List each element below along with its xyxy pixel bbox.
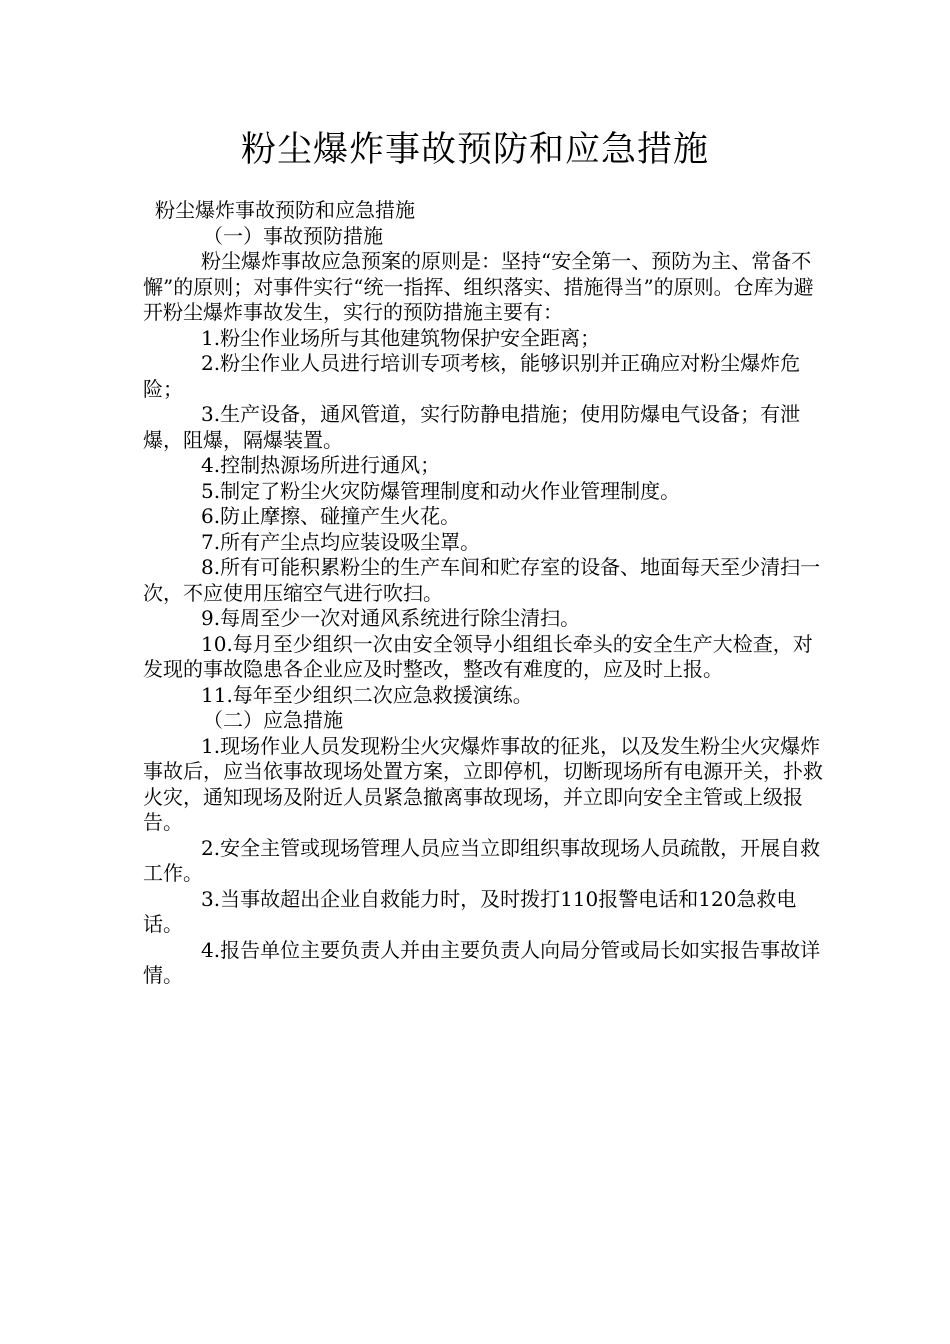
document-subtitle: 粉尘爆炸事故预防和应急措施	[155, 198, 415, 222]
prevention-item: 9.每周至少一次对通风系统进行除尘清扫。	[201, 606, 581, 630]
prevention-item: 3.生产设备，通风管道，实行防静电措施；使用防爆电气设备；有泄爆，阻爆，隔爆装置。	[143, 402, 801, 452]
emergency-item: 2.安全主管或现场管理人员应当立即组织事故现场人员疏散，开展自救工作。	[143, 835, 821, 885]
prevention-item: 6.防止摩擦、碰撞产生火花。	[201, 504, 461, 528]
emergency-item: 4.报告单位主要负责人并由主要负责人向局分管或局长如实报告事故详情。	[143, 937, 821, 987]
emergency-item: 3.当事故超出企业自救能力时，及时拨打110报警电话和120急救电话。	[143, 886, 797, 936]
prevention-item: 11.每年至少组织二次应急救援演练。	[201, 682, 533, 707]
prevention-item: 4.控制热源场所进行通风；	[201, 453, 441, 477]
document-body	[143, 198, 823, 989]
prevention-item: 8.所有可能积累粉尘的生产车间和贮存室的设备、地面每天至少清扫一次，不应使用压缩空气进行吹扫。	[143, 555, 821, 605]
emergency-item: 1.现场作业人员发现粉尘火灾爆炸事故的征兆，以及发生粉尘火灾爆炸事故后，应当依事故现场处置方案，立即停机，切断现场所有电源开关，扑救火灾，通知现场及附近人员紧急撤离事故现场，并立即向安全主管或上级报告。	[143, 733, 823, 834]
prevention-item: 7.所有产尘点均应装设吸尘罩。	[201, 529, 481, 554]
prevention-item: 2.粉尘作业人员进行培训专项考核，能够识别并正确应对粉尘爆炸危险；	[143, 351, 801, 401]
document-title: 粉尘爆炸事故预防和应急措施	[240, 130, 709, 170]
section-heading-emergency: （二）应急措施	[203, 708, 343, 732]
section-heading-prevention: （一）事故预防措施	[203, 223, 383, 248]
prevention-item: 1.粉尘作业场所与其他建筑物保护安全距离；	[201, 325, 601, 350]
prevention-item: 5.制定了粉尘火灾防爆管理制度和动火作业管理制度。	[201, 478, 681, 503]
prevention-item: 10.每月至少组织一次由安全领导小组组长牵头的安全生产大检查，对发现的事故隐患各企业应及时整改，整改有难度的，应及时上报。	[143, 631, 813, 681]
intro-paragraph: 粉尘爆炸事故应急预案的原则是：坚持“安全第一、预防为主、常备不懈”的原则；对事件实行“统一指挥、组织落实、措施得当”的原则。仓库为避开粉尘爆炸事故发生，实行的预防措施主要有：	[143, 249, 814, 324]
